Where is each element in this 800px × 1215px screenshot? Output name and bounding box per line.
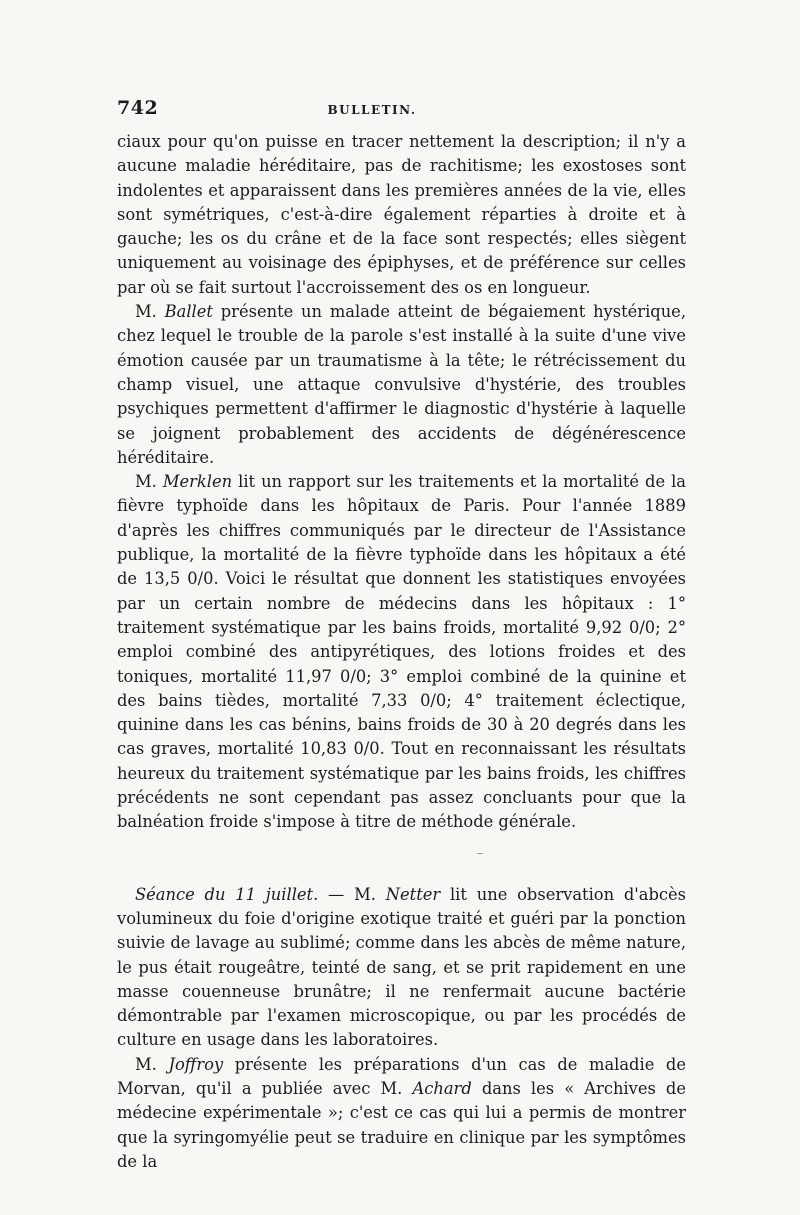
- text-segment: présente les préparations d'un cas de maladie de Morvan, qu'il a publiée avec M.: [117, 1054, 686, 1098]
- author-name: Achard: [412, 1078, 472, 1098]
- session-heading: Séance du 11 juillet.: [135, 884, 319, 904]
- paragraph-ballet: [117, 300, 686, 470]
- text-segment: M.: [135, 302, 165, 322]
- author-name: Joffroy: [168, 1054, 224, 1074]
- text-segment: M.: [135, 1054, 169, 1074]
- page-header: [117, 97, 687, 123]
- author-name: Ballet: [164, 302, 213, 322]
- text-segment: ciaux pour qu'on puisse en tracer nettement la description; il n'y a aucune maladie héréditaire, pas de rachitisme; les exostoses sont indolentes et apparaissent dans les premières années de la vie, elles sont symétriques, c'est-à-dire également réparties à droite et à gauche; les os du crâne et de la face sont respectés; elles siègent uniquement au voisinage des épiphyses, et de préférence sur celles par où se fait surtout l'accroissement des os en longueur.: [117, 132, 686, 297]
- section-separator: [117, 835, 686, 883]
- text-segment: M.: [135, 472, 163, 492]
- paragraph-joffroy: [117, 1053, 686, 1174]
- page-number: 742: [117, 97, 159, 119]
- paragraph-continued: [117, 130, 686, 300]
- text-segment: lit une observation d'abcès volumineux du foie d'origine exotique traité et guéri par la ponction suivie de lavage au sublimé; comme dans les abcès de même nature, le pus était rougeâtre, teinté de sang, et se prit rapidement en une masse couenneuse brunâtre; il ne renfermait aucune bactérie démontrable par l'examen microscopique, ou par les procédés de culture en usage dans les laboratoires.: [117, 884, 686, 1050]
- text-segment: présente un malade atteint de bégaiement hystérique, chez lequel le trouble de la parole s'est installé à la suite d'une vive émotion causée par un traumatisme à la tête; le rétrécissement du champ visuel, une attaque convulsive d'hystérie, des troubles psychiques permettent d'affirmer le diagnostic d'hystérie à laquelle se joignent probablement des accidents de dégénérescence héréditaire.: [117, 302, 686, 467]
- body-text: [117, 130, 686, 1174]
- text-segment: — M.: [318, 884, 386, 904]
- author-name: Netter: [385, 884, 441, 904]
- paragraph-merklen: [117, 470, 686, 834]
- paragraph-seance: [117, 883, 686, 1053]
- text-segment: dans les « Archives de médecine expérimentale »; c'est ce cas qui lui a permis de montrer que la syringomyélie peut se traduire en clinique par les symptômes de la: [117, 1078, 686, 1171]
- text-segment: lit un rapport sur les traitements et la mortalité de la fièvre typhoïde dans les hôpitaux de Paris. Pour l'année 1889 d'après les chiffres communiqués par le directeur de l'Assistance publique, la mortalité de la fièvre typhoïde dans les hôpitaux a été de 13,5 0/0. Voici le résultat que donnent les statistiques envoyées par un certain nombre de médecins dans les hôpitaux : 1° traitement systématique par les bains froids, mortalité 9,92 0/0; 2° emploi combiné des antipyrétiques, des lotions froides et des toniques, mortalité 11,97 0/0; 3° emploi combiné de la quinine et des bains tièdes, mortalité 7,33 0/0; 4° traitement éclectique, quinine dans les cas bénins, bains froids de 30 à 20 degrés dans les cas graves, mortalité 10,83 0/0. Tout en reconnaissant les résultats heureux du traitement systématique par les bains froids, les chiffres précédents ne sont cependant pas assez concluants pour que la balnéation froide s'impose à titre de méthode générale.: [117, 472, 686, 832]
- running-title: BULLETIN.: [327, 103, 417, 117]
- author-name: Merklen: [162, 472, 233, 492]
